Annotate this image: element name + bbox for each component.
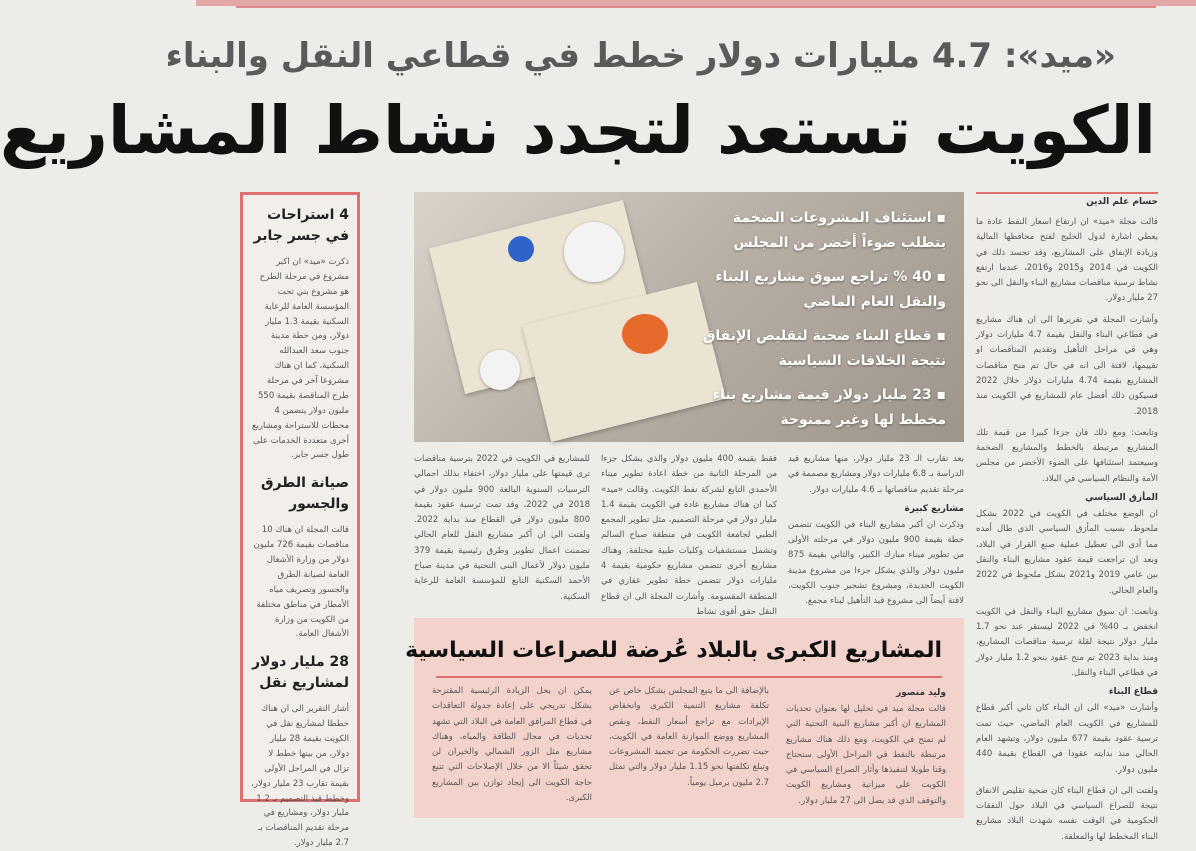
sub-article-box — [405, 618, 964, 818]
paragraph: وتابعت: ومع ذلك فان جزءا كبيرا من قيمة تلك المشاريع مرتبطة بالخطط والمشاريع الضخمة وسيعتمد استئنافها على الضوء الأخضر من مجلس الأمة والنظام السياسي في البلاد. — [976, 427, 1158, 484]
section-subtitle: قطاع البناء — [1108, 687, 1158, 698]
photo-bullet: ▪ استئناف المشروعات الضخمة يتطلب ضوءاً أخضر من المجلس — [691, 206, 946, 255]
kicker-headline: «ميد»: 4.7 مليارات دولار خطط في قطاعي النقل والبناء — [165, 36, 1116, 76]
sidebar-text-1: ذكرت «ميد» ان اكبر مشروع في مرحلة الطرح هو مشروع بني تحت المؤسسة العامة للرعاية السكنية بقيمة 1.3 مليار دولار، ومن خطة مدينة جنوب سعد العبدالله السكنية، كما ان هناك مشروعا آخر في مرحلة طرح المناقصة بقيمة 550 مليون دولار يتضمن 4 محطات للاستراحة ومشاريع أخرى متعددة الخدمات على طول جسر جابر. — [251, 257, 349, 461]
construction-photo — [414, 192, 964, 442]
paragraph: وتابعت: ان سوق مشاريع البناء والنقل في الكويت انخفض بـ 40% في 2022 ليستقر عند نحو 1.7 مليار دولار نتيجة لقلة ترسية مناقصات المشاريع، ومنذ بداية 2023 تم منح عقود بنحو 1.2 مليار دولار في قطاعي البناء والنقل. — [976, 606, 1159, 679]
sub-article-column-2 — [609, 684, 769, 816]
orange-helmet-icon — [622, 314, 668, 354]
paragraph: فقط بقيمة 400 مليون دولار والذي يشكل جزءا من المرحلة الثانية من خطة اعادة تطوير ميناء الأحمدي التابع لشركة نفط الكويت. وقالت «ميد» كما ان هناك مشاريع عادة في الكويت بقيمة 1.4 مليار دولار في مرحلة التصميم، مثل تطوير المجمع الطبي لجامعة الكويت في منطقة صباح السالم وتشمل مستشفيات وكليات طبية مختلفة. وهناك مشاريع أخرى تتضمن مشاريع حكومية بقيمة 4 مليارات دولار تتضمن خطة تطوير عقاري في المنطقة المقسومة. وأشارت المجلة الى ان قطاع النقل حقق أقوى نشاط — [601, 454, 777, 617]
author-byline: حسام علم الدين — [976, 192, 1158, 207]
white-helmet-icon — [564, 222, 624, 282]
photo-bullet-list — [691, 206, 946, 442]
sidebar-box — [240, 192, 360, 849]
photo-bullet: ▪ 40 % تراجع سوق مشاريع البناء والنقل العام الماضي — [691, 265, 946, 314]
sidebar-title-1: 4 استراحات في جسر جابر — [253, 207, 349, 244]
sub-article-rule — [436, 676, 942, 678]
middle-column-3 — [414, 452, 590, 602]
paragraph: قالت مجلة ميد في تحليل لها بعنوان تحديات المشاريع ان أكبر مشاريع البنية التحتية التي لم تمنح في الكويت، ومع ذلك هناك مشاريع مرتبطة بالنفط في المراحل الأولى ستحتاج وقتا طويلا لتنفيذها وأثار الصراع السياسي في الكويت على ميزانية ومشاريع الكويت والتوقف الذي قد يصل الى 27 مليار دولار. — [786, 704, 946, 806]
paragraph: وأشارت المجلة في تقريرها الى ان هناك مشاريع في قطاعي البناء والنقل بقيمة 4.7 مليارات دولار وهي في مراحل التأهيل وتقديم المناقصات او تقييمها، لافتة الى انه في حال تم منح مناقصات المشاريع بقيمة 4.74 مليارات دولار خلال 2022 فسيكون ذلك أفضل عام للمشاريع في الكويت منذ 2018. — [976, 314, 1158, 417]
author-byline: وليد منصور — [896, 688, 946, 698]
middle-column-1 — [788, 452, 964, 607]
section-subtitle: المأزق السياسي — [1085, 493, 1158, 504]
main-headline: الكويت تستعد لتجدد نشاط المشاريع — [0, 92, 1156, 169]
paragraph: وأشارت «ميد» الى ان البناء كان ثاني أكبر قطاع للمشاريع في الكويت العام الماضي، حيث تمت ترسية عقود بقيمة 677 مليون دولار، وتشهد العام الحالي منذ بدايته عقودا في القطاع بقيمة 440 مليون دولار. — [976, 703, 1159, 775]
sidebar-title-2: صيانة الطرق والجسور — [260, 475, 349, 513]
section-subtitle: مشاريع كبيرة — [904, 503, 964, 514]
paragraph: قالت مجلة «ميد» ان ارتفاع اسعار النفط عادة ما يعطي اشارة لدول الخليج لفتح محافظها المالية وزيادة الإنفاق على المشاريع، وقد تجسد ذلك في الكويت في 2014 و2015 و2016، عندما ارتفع نشاط ترسية مناقصات مشاريع البناء والنقل الى نحو 27 مليار دولار. — [976, 217, 1158, 304]
sidebar-text-2: قالت المجلة ان هناك 10 مناقصات بقيمة 726 مليون دولار من وزارة الأشغال العامة لصيانة الطرق والجسور وتصريف مياه الأمطار في مناطق مختلفة من الكويت من وزارة الأشغال العامة. — [253, 525, 349, 640]
white-helmet-icon — [480, 350, 520, 390]
right-article-column — [976, 192, 1159, 842]
top-rule — [236, 6, 1156, 8]
sub-article-column-1 — [786, 684, 946, 816]
paragraph: بعد تقارب الـ 23 مليار دولار، منها مشاريع قيد الدراسة بـ 6.8 مليارات دولار ومشاريع مصممة في مرحلة تقديم مناقصاتها بـ 4.6 مليارات دولار. — [788, 454, 964, 495]
blue-helmet-icon — [508, 236, 534, 262]
sub-article-column-3 — [432, 684, 592, 816]
paragraph: ان الوضع مختلف في الكويت في 2022 بشكل ملحوظ، بسبب المأزق السياسي الذي طال أمده مما أدى الى تعطيل عملية صنع القرار في البلاد، وبعد ان تراجعت قيمة عقود مشاريع البناء والنقل بين عامي 2019 و2021 بشكل ملحوظ في 2022 والعام الحالي. — [976, 509, 1158, 596]
paragraph: وذكرت ان أكبر مشاريع البناء في الكويت تتضمن خطة بقيمة 900 مليون دولار في مرحلته الأولى من تطوير ميناء مبارك الكبير، والثاني بقيمة 875 مليون دولار والذي يشكل جزءا من مشروع مدينة الكويت الجديدة، ومشروع تشجير جنوب الكويت، لافتة أيضاً الى مشروع قيد التأهيل لبناء مجمع. — [788, 519, 964, 607]
sidebar-text-3: أشار التقرير الى ان هناك خططا لمشاريع نقل في الكويت بقيمة 28 مليار دولار، من بينها خطط لا تزال في المراحل الأولى بقيمة تقارب 23 مليار دولار، وخطط قيد التصميم بـ 1.2 مليار دولار، ومشاريع في مرحلة تقديم المناقصات بـ 2.7 مليار دولار. — [251, 704, 349, 849]
sidebar-title-3: 28 مليار دولار لمشاريع نقل — [251, 654, 349, 692]
middle-column-2 — [601, 452, 777, 617]
sub-article-headline: المشاريع الكبرى بالبلاد عُرضة للصراعات السياسية — [405, 638, 942, 663]
photo-bullet: ▪ قطاع البناء ضحية لتقليص الإنفاق نتيجة الخلافات السياسية — [691, 324, 946, 373]
paragraph: يمكن ان يحل الزيادة الرئيسية المقترحة بشكل تدريجي على إعادة جدولة التعاقدات في قطاع المرافق العامة في البلاد التي تشهد تحديات في مجال الطاقة والمياه، وهناك مشاريع مثل الزور الشمالي والخيران لن تحقق شيئاً الا من خلال الإصلاحات التي تتبع حاجة الكويت الى إيجاد توازن بين المشاريع الكبرى. — [432, 686, 592, 804]
paragraph: ولفتت الى ان قطاع البناء كان ضحية تقليص الانفاق نتيجة للصراع السياسي في البلاد حول النفقات الحكومية في الوقت نفسه شهدت البلاد مشاريع البناء المخطط لها والمعلقة. — [976, 785, 1158, 842]
paragraph: بالإضافة الى ما يتبع المجلس بشكل خاص عن تكلفة مشاريع التنمية الكبرى وانخفاض الإيرادات مع تراجع أسعار النفط، ونقص المشاريع ووضع الموازنة العامة في الكويت، حيث تضررت الحكومة من تجميد المشروعات وتبلغ تكلفتها نحو 1.15 مليار دولار والتي تمثل 2.7 مليون برميل يومياً. — [609, 686, 769, 788]
paragraph: للمشاريع في الكويت في 2022 بترسية مناقصات ترى قيمتها على مليار دولار، اختفاء بذلك اجمالي الترسيات السنوية البالغة 900 مليون دولار في 2018 في 2022، وقد تمت ترسية عقود بقيمة 800 مليون دولار في القطاع منذ بداية 2022. ولفتت الى ان أكبر مشاريع النقل للعام الحالي تضمنت اعمال تطوير وطرق رئيسية بقيمة 379 مليون دولار لأعمال البنى التحتية في مدينة صباح الأحمد السكنية التابع للمؤسسة العامة للرعاية السكنية. — [414, 454, 591, 602]
photo-bullet: ▪ 23 مليار دولار قيمة مشاريع بناء مخطط لها وغير ممنوحة — [691, 383, 946, 432]
